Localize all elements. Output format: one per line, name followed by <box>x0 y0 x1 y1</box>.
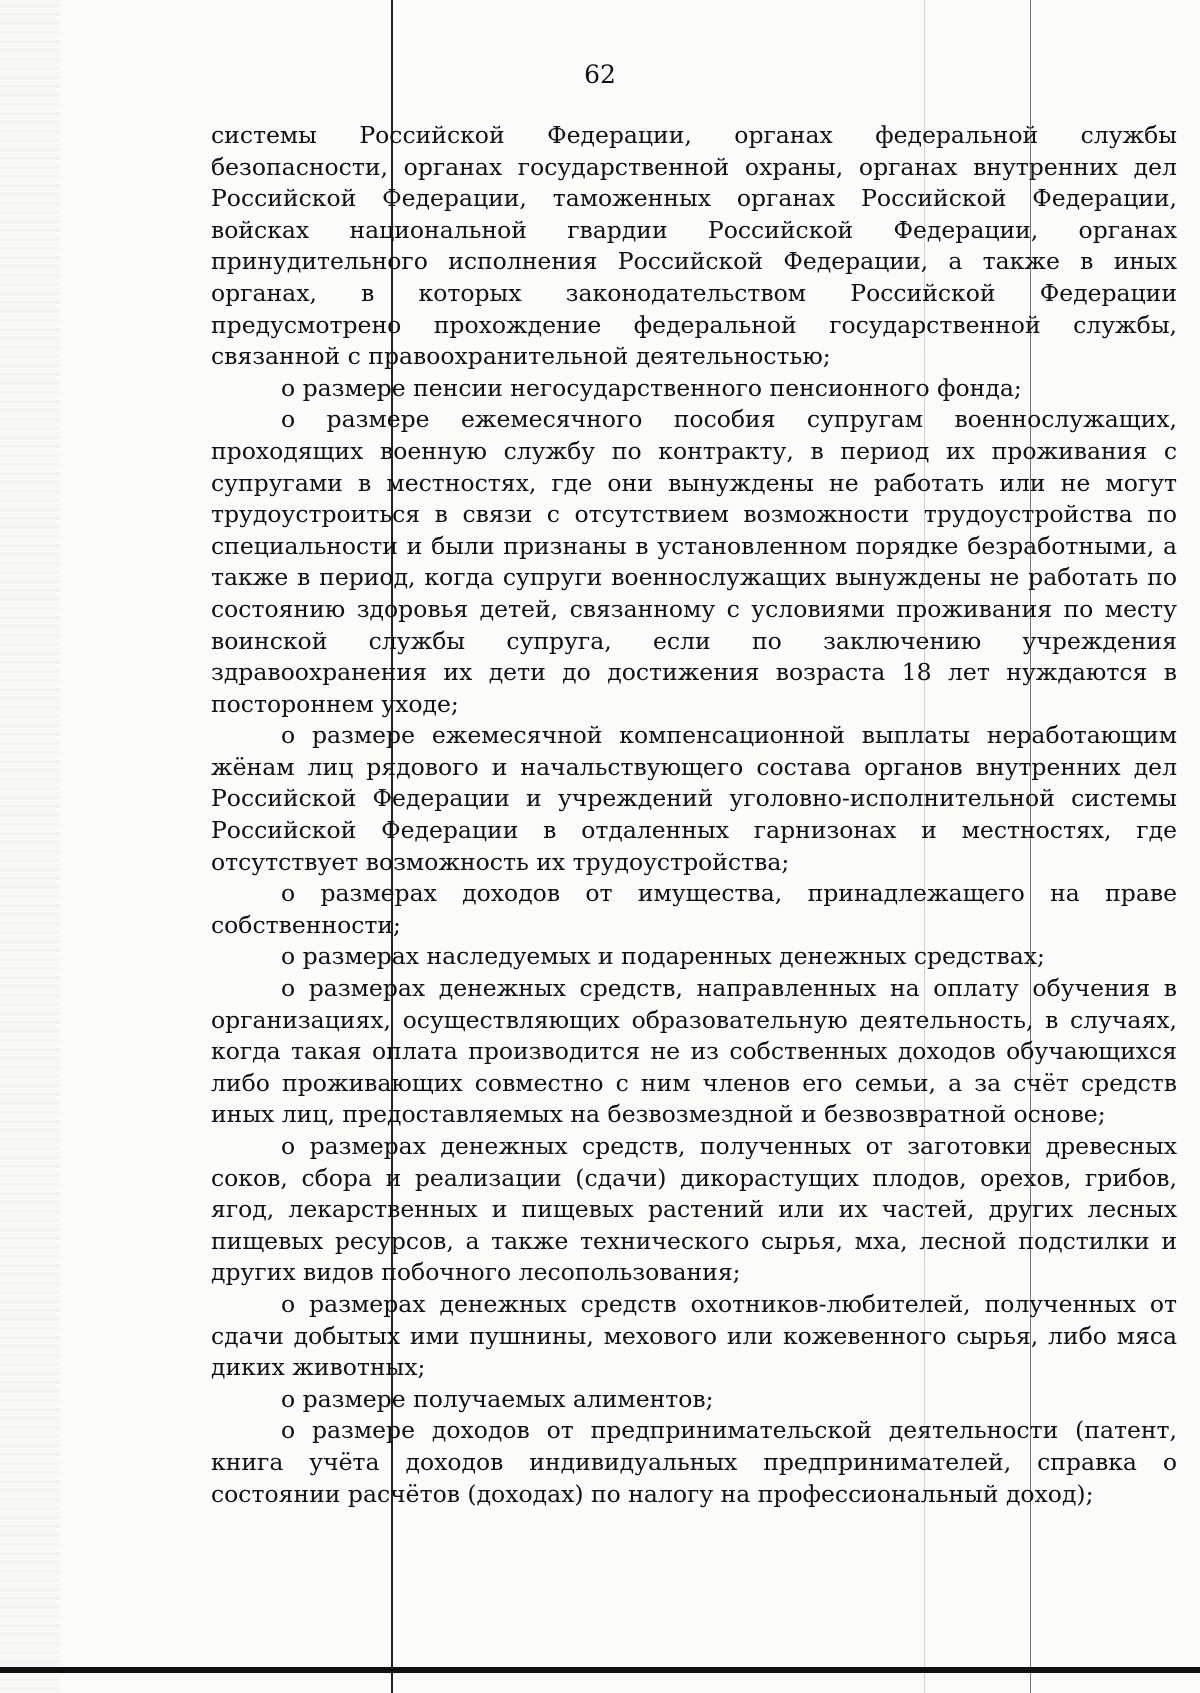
page-number: 62 <box>584 60 616 89</box>
paragraph-property-income: о размерах доходов от имущества, принадлежащего на праве собственности; <box>211 879 1177 939</box>
paragraph-forest-products: о размерах денежных средств, полученных от заготовки древесных соков, сбора и реализации (сдачи) дикорастущих плодов, орехов, грибов, ягод, лекарственных и пищевых растений или их частей, других лесных пищевых ресурсов, а также технического сырья, мха, лесной подстилки и других видов побочного лесопользования; <box>211 1132 1177 1287</box>
paragraph-wives-compensation: о размере ежемесячной компенсационной выплаты неработающим жёнам лиц рядового и начальствующего состава органов внутренних дел Российской Федерации и учреждений уголовно-исполнительной системы Российской Федерации в отдаленных гарнизонах и местностях, где отсутствует возможность их трудоустройства; <box>211 721 1177 876</box>
paragraph-alimony: о размере получаемых алиментов; <box>281 1384 714 1413</box>
scan-noise-left <box>0 0 60 1693</box>
paragraph-inherited-funds: о размерах наследуемых и подаренных денежных средствах; <box>281 942 1045 971</box>
scan-bottom-border <box>0 1667 1200 1673</box>
body-text <box>211 120 1177 1510</box>
paragraph-hunters-income: о размерах денежных средств охотников-любителей, полученных от сдачи добытых ими пушнины, мехового или кожевенного сырья, либо мяса диких животных; <box>211 1289 1177 1382</box>
paragraph-pension-npf: о размере пенсии негосударственного пенсионного фонда; <box>281 373 1022 402</box>
paragraph-continuation: системы Российской Федерации, органах федеральной службы безопасности, органах государственной охраны, органах внутренних дел Российской Федерации, таможенных органах Российской Федерации, войсках национальной гвардии Российской Федерации, органах принудительного исполнения Российской Федерации, а также в иных органах, в которых законодательством Российской Федерации предусмотрено прохождение федеральной государственной службы, связанной с правоохранительной деятельностью; <box>211 121 1177 371</box>
paragraph-business-income: о размере доходов от предпринимательской деятельности (патент, книга учёта доходов индивидуальных предпринимателей, справка о состоянии расчётов (доходах) по налогу на профессиональный доход); <box>211 1416 1177 1508</box>
paragraph-spouse-allowance: о размере ежемесячного пособия супругам военнослужащих, проходящих военную службу по контракту, в период их проживания с супругами в местностях, где они вынуждены не работать или не могут трудоустроиться в связи с отсутствием возможности трудоустройства по специальности и были признаны в установленном порядке безработными, а также в период, когда супруги военнослужащих вынуждены не работать по состоянию здоровья детей, связанному с условиями проживания по месту воинской службы супруга, если по заключению учреждения здравоохранения их дети до достижения возраста 18 лет нуждаются в постороннем уходе; <box>211 405 1177 718</box>
paragraph-education-payment: о размерах денежных средств, направленных на оплату обучения в организациях, осуществляющих образовательную деятельность, в случаях, когда такая оплата производится не из собственных доходов обучающихся либо проживающих совместно с ним членов его семьи, а за счёт средств иных лиц, предоставляемых на безвозмездной и безвозвратной основе; <box>211 974 1177 1129</box>
